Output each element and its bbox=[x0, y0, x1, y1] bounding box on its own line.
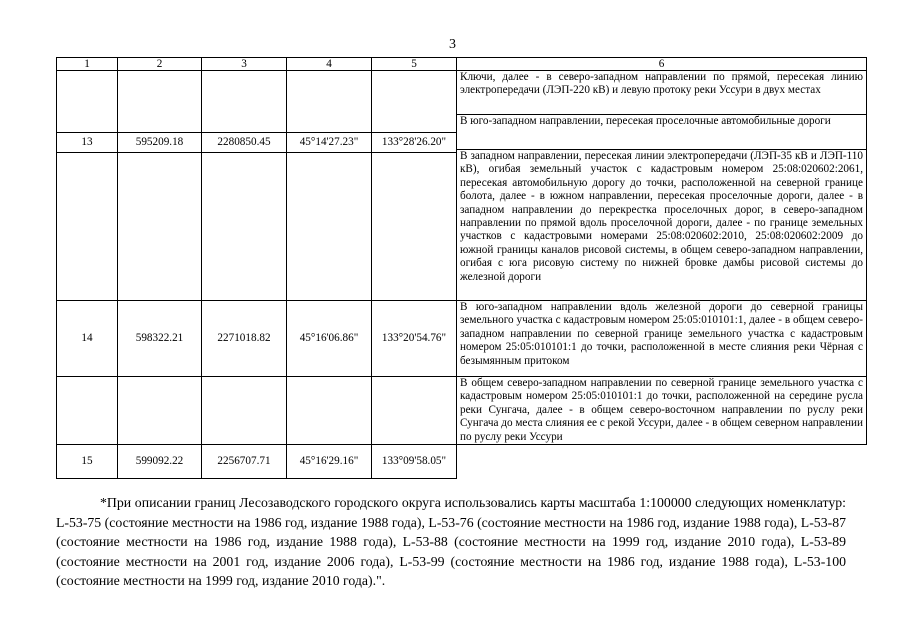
longitude: 133°09'58.05" bbox=[372, 445, 457, 479]
table-header-row bbox=[57, 58, 867, 71]
point-number: 13 bbox=[57, 133, 118, 153]
empty-cell bbox=[202, 377, 287, 445]
empty-cell bbox=[118, 71, 202, 133]
coordinate-x: 595209.18 bbox=[118, 133, 202, 153]
segment-description: В западном направлении, пересекая линии электропередачи (ЛЭП-35 кВ и ЛЭП-110 кВ), огибая земельный участок с кадастровым номером 25:08:020602:2061, пересекая автомобильную дорогу до точки, расположенной на северной границе болота, далее - в южном направлении, пересекая проселочные дороги, далее - в западном направлении до перекрестка проселочных дорог, в северо-западном направлении по прямой вдоль проселочной дороги, далее - по границе земельных участков с кадастровыми номерами 25:08:020602:2010, 25:08:020602:2009 до южной границы каналов рисовой системы, в общем северо-западном направлении, огибая с юга рисовую систему по нижней бровке дамбы рисовой системы до железной дороги bbox=[457, 150, 867, 301]
table-row bbox=[57, 445, 867, 479]
empty-cell bbox=[202, 71, 287, 133]
footnote: *При описании границ Лесозаводского городского округа использовались карты масштаба 1:100000 следующих номенклатур: L-53-75 (состояние местности на 1986 год, издание 1988 года), L-53-76 (состояние местности на 1986 год, издание 1988 года), L-53-87 (состояние местности на 1986 год, издание 1988 года), L-53-88 (состояние местности на 1999 год, издание 2010 года), L-53-89 (состояние местности на 2001 год, издание 2006 года), L-53-99 (состояние местности на 1986 год, издание 1988 года), L-53-100 (состояние местности на 1999 год, издание 2010 года).". bbox=[56, 495, 846, 589]
empty-cell bbox=[287, 153, 372, 301]
column-header: 3 bbox=[202, 58, 287, 71]
column-header: 2 bbox=[118, 58, 202, 71]
coordinate-y: 2256707.71 bbox=[202, 445, 287, 479]
coordinate-x: 599092.22 bbox=[118, 445, 202, 479]
coordinate-y: 2280850.45 bbox=[202, 133, 287, 153]
column-header: 5 bbox=[372, 58, 457, 71]
empty-cell bbox=[372, 71, 457, 133]
empty-cell bbox=[118, 377, 202, 445]
segment-description: В общем северо-западном направлении по северной границе земельного участка с кадастровым номером 25:05:010101:1 до точки, расположенной на середине русла реки Сунгача, далее - в общем северо-восточном направлении по руслу реки Сунгача до места слияния ее с рекой Уссури, далее - в общем северном направлении по руслу реки Уссури bbox=[457, 377, 867, 445]
column-header: 1 bbox=[57, 58, 118, 71]
empty-cell bbox=[287, 71, 372, 133]
table-row bbox=[57, 301, 867, 304]
longitude: 133°28'26.20" bbox=[372, 133, 457, 153]
longitude: 133°20'54.76" bbox=[372, 301, 457, 377]
page-number: 3 bbox=[449, 37, 456, 52]
latitude: 45°16'06.86" bbox=[287, 301, 372, 377]
latitude: 45°14'27.23" bbox=[287, 133, 372, 153]
empty-cell bbox=[372, 153, 457, 301]
empty-cell bbox=[372, 377, 457, 445]
segment-description: Ключи, далее - в северо-западном направлении по прямой, пересекая линию электропередачи (ЛЭП-220 кВ) и левую протоку реки Уссури в двух местах bbox=[457, 71, 867, 115]
segment-description: В юго-западном направлении вдоль железной дороги до северной границы земельного участка с кадастровым номером 25:05:010101:1, далее - в общем северо-западном направлении по северной границе земельного участка с кадастровым номером 25:05:010101:1 до точки, расположенной в месте слияния реки Чёрная с безымянным притоком bbox=[457, 301, 867, 377]
empty-cell bbox=[202, 153, 287, 301]
latitude: 45°16'29.16" bbox=[287, 445, 372, 479]
point-number: 14 bbox=[57, 301, 118, 377]
column-header: 4 bbox=[287, 58, 372, 71]
empty-cell bbox=[57, 71, 118, 133]
segment-description: В юго-западном направлении, пересекая проселочные автомобильные дороги bbox=[457, 115, 867, 150]
point-number: 15 bbox=[57, 445, 118, 479]
coordinate-y: 2271018.82 bbox=[202, 301, 287, 377]
empty-cell bbox=[57, 153, 118, 301]
coordinate-x: 598322.21 bbox=[118, 301, 202, 377]
empty-cell bbox=[118, 153, 202, 301]
empty-cell bbox=[287, 377, 372, 445]
column-header: 6 bbox=[457, 58, 867, 71]
table-row bbox=[57, 71, 867, 115]
table-row bbox=[57, 377, 867, 422]
boundary-table bbox=[56, 57, 867, 479]
empty-cell bbox=[57, 377, 118, 445]
